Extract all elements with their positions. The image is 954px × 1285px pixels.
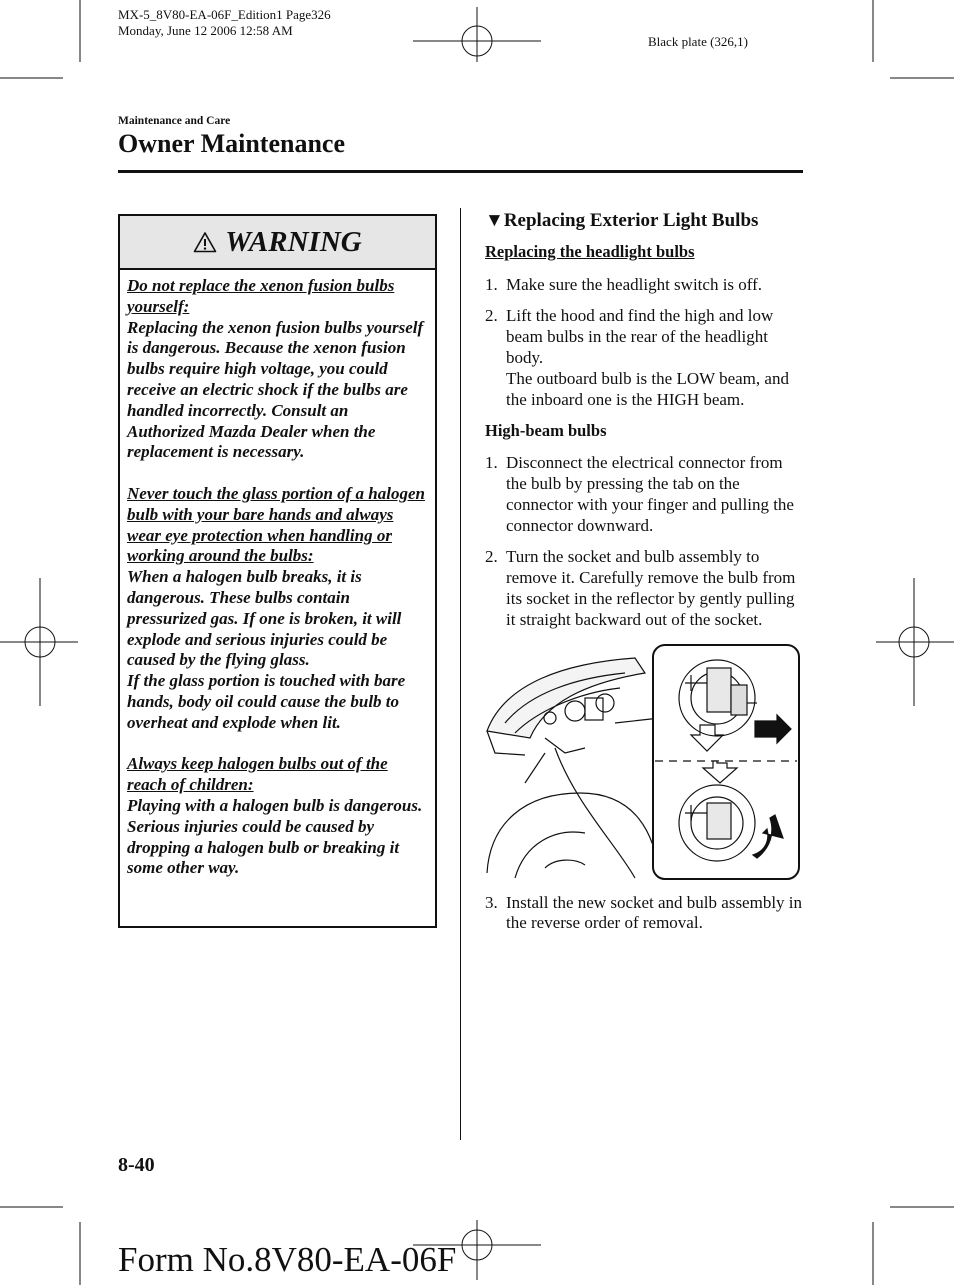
file-info-line2: Monday, June 12 2006 12:58 AM: [118, 23, 293, 38]
warning-heading: Always keep halogen bulbs out of the reach of children:: [127, 754, 388, 795]
step-text: Make sure the headlight switch is off.: [506, 274, 763, 294]
title-rule: [118, 170, 803, 173]
warning-triangle-icon: [193, 231, 217, 253]
section-label: Maintenance and Care: [118, 115, 231, 127]
warning-paragraph: [127, 276, 428, 463]
page-title: Owner Maintenance: [118, 129, 345, 158]
step-text: Lift the hood and find the high and low beam bulbs in the rear of the headlight body.: [506, 306, 774, 367]
file-info: [118, 7, 331, 39]
warning-text: If the glass portion is touched with bare hands, body oil could cause the bulb to overheat and explode when lit.: [127, 671, 406, 732]
step-text: Install the new socket and bulb assembly in the reverse order of removal.: [506, 892, 803, 933]
warning-text: Replacing the xenon fusion bulbs yourself is dangerous. Because the xenon fusion bulbs require high voltage, you could receive an electric shock if the bulbs are handled incorrectly. Consult an Authorized Mazda Dealer when the replacement is necessary.: [127, 317, 424, 462]
step-number: 1.: [485, 274, 498, 294]
step-text-extra: The outboard bulb is the LOW beam, and the inboard one is the HIGH beam.: [506, 368, 789, 409]
step-number: 2.: [485, 306, 498, 326]
section-heading-text: Replacing Exterior Light Bulbs: [503, 210, 759, 231]
warning-title: WARNING: [225, 225, 362, 258]
page-number: 8-40: [118, 1154, 155, 1176]
step-item: [485, 547, 803, 630]
step-number: 3.: [485, 892, 498, 912]
column-divider: [460, 208, 461, 1140]
warning-heading: Never touch the glass portion of a halogen bulb with your bare hands and always wear eye protection when handling or working around the bulbs:: [127, 483, 425, 566]
step-item: [485, 275, 803, 296]
warning-paragraph: [127, 754, 428, 879]
step-text: Turn the socket and bulb assembly to remove it. Carefully remove the bulb from its socket in the reflector by gently pulling it straight backward out of the socket.: [506, 547, 796, 629]
form-number: Form No.8V80-EA-06F: [118, 1240, 457, 1279]
warning-text: Playing with a halogen bulb is dangerous. Serious injuries could be caused by dropping a halogen bulb or breaking it some other way.: [127, 795, 423, 878]
warning-header: [120, 216, 435, 270]
warning-text: When a halogen bulb breaks, it is dangerous. These bulbs contain pressurized gas. If one is broken, it will explode and serious injuries could be caused by the flying glass.: [127, 567, 402, 670]
step-text: Disconnect the electrical connector from the bulb by pressing the tab on the connector with your finger and pulling the connector downward.: [506, 453, 794, 535]
step-number: 1.: [485, 453, 498, 473]
right-column: [485, 211, 803, 934]
step-number: 2.: [485, 547, 498, 567]
subheading-high-beam: High-beam bulbs: [485, 421, 607, 441]
file-info-line1: MX-5_8V80-EA-06F_Edition1 Page326: [118, 7, 331, 22]
warning-body: [120, 270, 435, 879]
warning-paragraph: [127, 484, 428, 734]
section-marker: ▼: [485, 210, 504, 231]
warning-box: [118, 214, 437, 928]
subheading-headlight: Replacing the headlight bulbs: [485, 241, 695, 261]
warning-heading: Do not replace the xenon fusion bulbs yourself:: [127, 276, 395, 316]
plate-info: Black plate (326,1): [648, 34, 748, 49]
section-heading: [485, 211, 803, 232]
step-item: [485, 453, 803, 536]
step-item: [485, 893, 803, 935]
headlight-bulb-illustration: [485, 643, 803, 883]
step-item: [485, 306, 803, 410]
